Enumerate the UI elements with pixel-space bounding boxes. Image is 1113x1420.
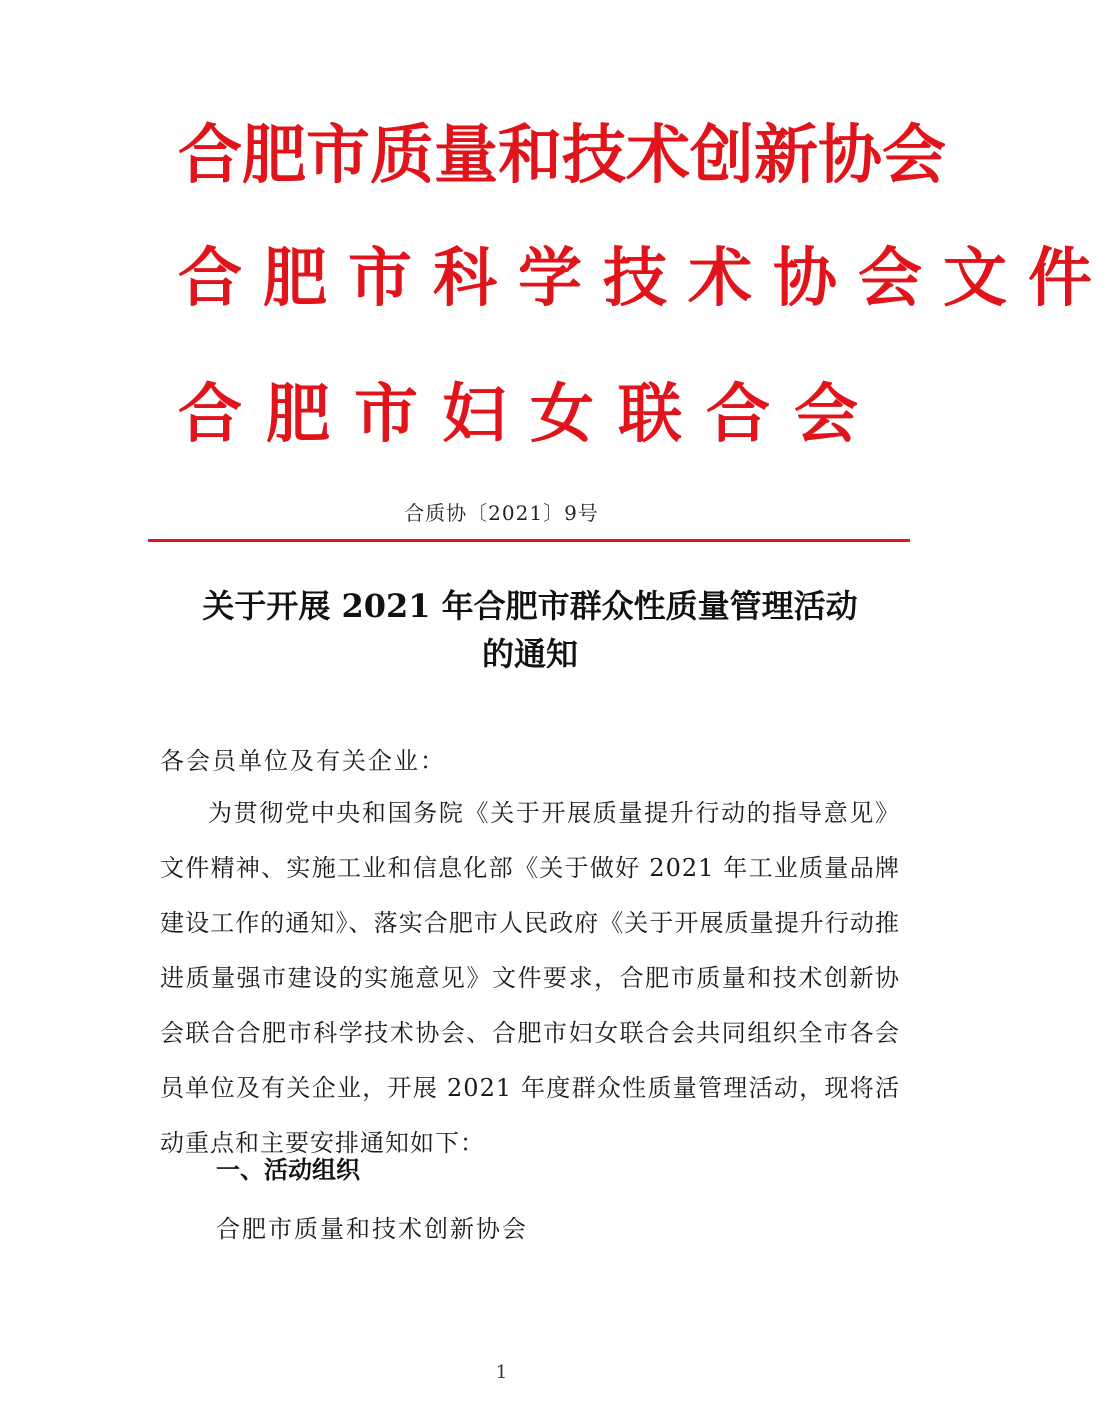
salutation: 各会员单位及有关企业： — [160, 747, 446, 775]
page-number: 1 — [495, 1362, 508, 1383]
issuer-org-1: 合肥市质量和技术创新协会 — [178, 119, 946, 193]
document-title-line-1: 关于开展 2021 年合肥市群众性质量管理活动 — [202, 587, 858, 625]
document-number: 合质协〔2021〕9号 — [404, 501, 599, 525]
body-paragraph: 为贯彻党中央和国务院《关于开展质量提升行动的指导意见》文件精神、实施工业和信息化部《关于做好 2021 年工业质量品牌建设工作的通知》、落实合肥市人民政府《关于开展质量提升行动推进质量强市建设的实施意见》文件要求，合肥市质量和技术创新协会联合合肥市科学技术协会、合肥市妇女联合会共同组织全市各会员单位及有关企业，开展 2021 年度群众性质量管理活动，现将活动重点和主要安排通知如下： — [160, 799, 900, 1157]
issuer-org-2: 合肥市科学技术协会文件 — [178, 242, 1113, 316]
section-heading-1: 一、活动组织 — [216, 1156, 360, 1184]
issuer-org-3: 合肥市妇女联合会 — [178, 378, 882, 452]
red-divider-line — [148, 539, 910, 542]
document-title-line-2: 的通知 — [481, 635, 578, 673]
section-1-text: 合肥市质量和技术创新协会 — [216, 1215, 528, 1243]
